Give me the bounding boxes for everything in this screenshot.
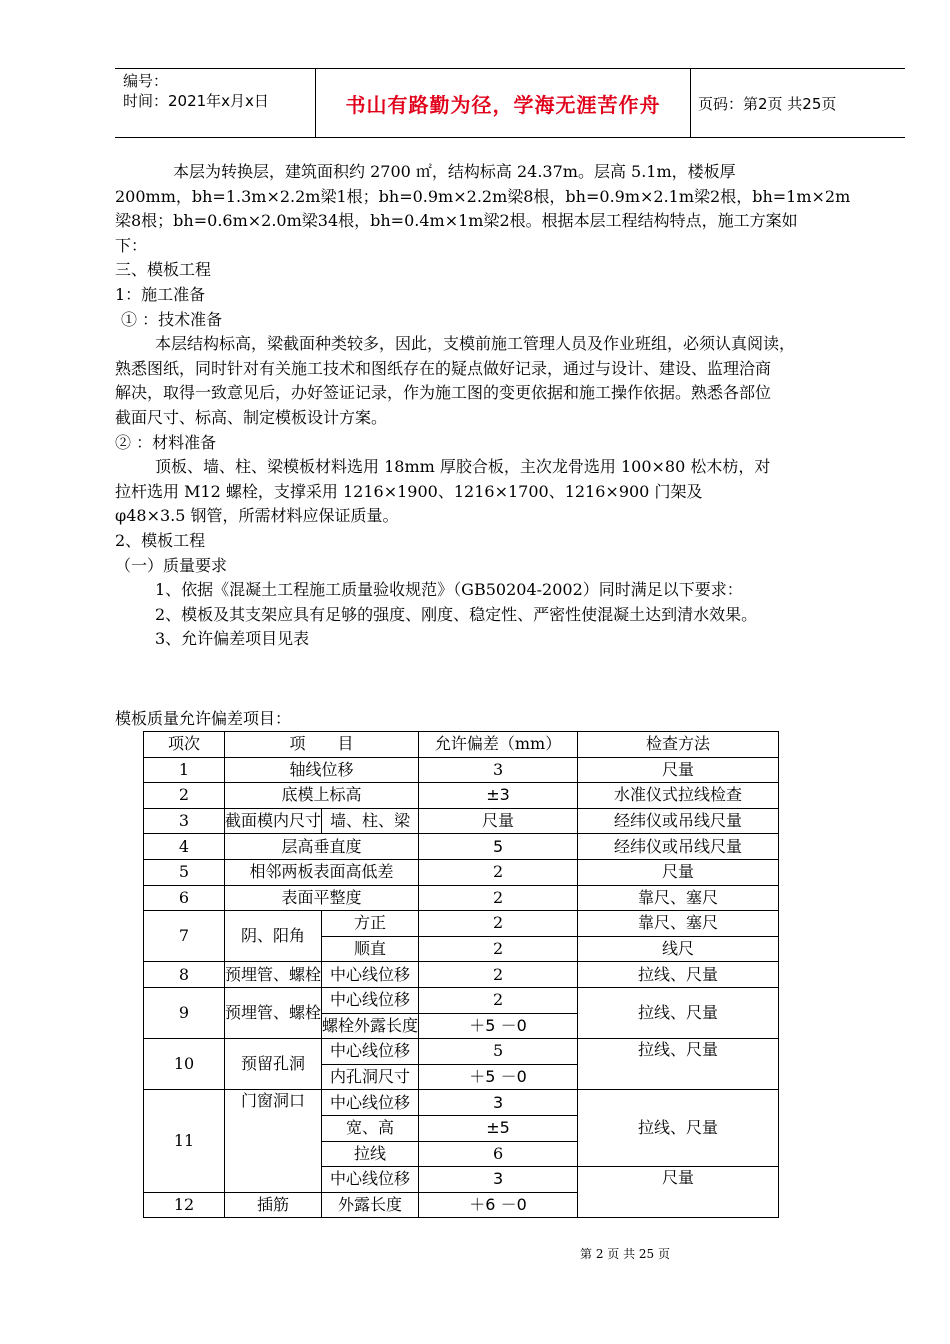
table-cell: 3 [419,757,578,783]
table-cell: 拉线、尺量 [578,1090,779,1167]
table-cell: 门窗洞口 [225,1090,322,1192]
paragraph-line: 下： [115,235,148,255]
table-header-row [144,732,779,758]
table-row [144,1039,779,1065]
header-cell: 允许偏差（mm） [419,732,578,758]
table-cell: 轴线位移 [225,757,419,783]
subsection-item: ① ：技术准备 [121,309,223,329]
table-cell: 2 [419,987,578,1013]
table-cell: 6 [144,885,225,911]
table-cell: 7 [144,911,225,962]
table-cell: 表面平整度 [225,885,419,911]
table-cell: 插筋 [225,1192,322,1218]
page-number-label: 页码：第2页 共25页 [698,94,837,113]
table-cell: 12 [144,1192,225,1218]
table-cell: ＋6 －0 [419,1192,578,1218]
paragraph-line: 梁8根；bh=0.6m×2.0m梁34根，bh=0.4m×1m梁2根。根据本层工程结构特点，施工方案如 [115,211,798,231]
table-cell: 2 [419,962,578,988]
table-row [144,834,779,860]
table-row [144,885,779,911]
table-cell: 阴、阳角 [225,911,322,962]
subsection-item: （一）质量要求 [115,555,228,575]
table-cell: 内孔洞尺寸 [322,1064,419,1090]
header-meta [115,69,315,137]
table-cell: 1 [144,757,225,783]
table-cell: 截面模内尺寸 [225,808,322,834]
table-cell: 宽、高 [322,1115,419,1141]
table-cell: 靠尺、塞尺 [578,885,779,911]
subsection-heading: 1：施工准备 [115,284,206,304]
table-cell: 尺量 [578,757,779,783]
table-row [144,808,779,834]
paragraph-line: 解决，取得一致意见后，办好签证记录，作为施工图的变更依据和施工操作依据。熟悉各部位 [115,383,772,403]
paragraph-line: 熟悉图纸，同时针对有关施工技术和图纸存在的疑点做好记录，通过与设计、建设、监理洽商 [115,358,772,378]
table-cell: 5 [419,834,578,860]
table-cell: 层高垂直度 [225,834,419,860]
table-cell: 靠尺、塞尺 [578,911,779,937]
table-cell: 2 [144,783,225,809]
table-cell: 顺直 [322,936,419,962]
page-header [115,68,905,138]
table-cell: 底模上标高 [225,783,419,809]
table-cell: 预埋管、螺栓 [225,987,322,1038]
table-cell: 预留孔洞 [225,1039,322,1090]
table-cell: 5 [144,859,225,885]
code-label: 编号： [123,72,169,90]
paragraph-line: 200mm，bh=1.3m×2.2m梁1根；bh=0.9m×2.2m梁8根，bh=0.9m×2.1m梁2根，bh=1m×2m [115,186,851,206]
header-cell: 项 目 [225,732,419,758]
requirement-item: 1、依据《混凝土工程施工质量验收规范》（GB50204-2002）同时满足以下要求： [155,580,743,600]
table-row [144,757,779,783]
table-cell: 拉线、尺量 [578,962,779,988]
table-cell: 2 [419,911,578,937]
table-cell: 相邻两板表面高低差 [225,859,419,885]
table-cell: ＋5 －0 [419,1064,578,1090]
table-cell: 8 [144,962,225,988]
table-cell: 中心线位移 [322,962,419,988]
table-cell: 3 [419,1167,578,1193]
table-cell: 方正 [322,911,419,937]
header-motto-cell [315,69,691,137]
paragraph-line: 顶板、墙、柱、梁模板材料选用 18mm 厚胶合板，主次龙骨选用 100×80 松木枋，对 [155,457,771,477]
paragraph-line: 本层为转换层，建筑面积约 2700 ㎡，结构标高 24.37m。层高 5.1m，楼板厚 [173,162,736,181]
page-footer: 第 2 页 共 25 页 [580,1247,670,1261]
table-row [144,962,779,988]
table-cell: 螺栓外露长度 [322,1013,419,1039]
requirement-item: 2、模板及其支架应具有足够的强度、刚度、稳定性、严密性使混凝土达到清水效果。 [155,604,758,624]
table-cell: 11 [144,1090,225,1192]
header-motto: 书山有路勤为径，学海无涯苦作舟 [345,92,661,117]
table-cell: 中心线位移 [322,987,419,1013]
table-cell: 5 [419,1039,578,1065]
table-cell: 外露长度 [322,1192,419,1218]
paragraph-line: φ48×3.5 钢管，所需材料应保证质量。 [115,506,399,526]
table-cell: 经纬仪或吊线尺量 [578,834,779,860]
table-cell: 4 [144,834,225,860]
subsection-item: ② ：材料准备 [115,432,217,452]
table-cell: ＋5 －0 [419,1013,578,1039]
table-cell: 3 [144,808,225,834]
table-cell: ±3 [419,783,578,809]
table-cell: 10 [144,1039,225,1090]
table-cell: 拉线、尺量 [578,1039,779,1065]
paragraph-line: 截面尺寸、标高、制定模板设计方案。 [115,407,388,427]
table-cell: 2 [419,859,578,885]
table-row [144,1090,779,1116]
table-row [144,859,779,885]
table-cell: 水准仪式拉线检查 [578,783,779,809]
table-cell: 预埋管、螺栓 [225,962,322,988]
subsection-heading: 2、模板工程 [115,530,206,550]
table-cell: 中心线位移 [322,1090,419,1116]
table-cell: 拉线、尺量 [578,987,779,1038]
table-caption: 模板质量允许偏差项目： [115,709,292,728]
table-row [144,987,779,1013]
requirement-item: 3、允许偏差项目见表 [155,629,310,649]
table-cell: 线尺 [578,936,779,962]
header-cell: 检查方法 [578,732,779,758]
table-cell: 2 [419,936,578,962]
section-heading: 三、模板工程 [115,260,212,280]
table-cell: 尺量 [578,859,779,885]
table-cell: 2 [419,885,578,911]
table-row [144,911,779,937]
paragraph-line: 拉杆选用 M12 螺栓，支撑采用 1216×1900、1216×1700、1216×900 门架及 [115,481,703,501]
body-text [115,160,915,652]
table-cell: 尺量 [578,1167,779,1218]
table-cell: 经纬仪或吊线尺量 [578,808,779,834]
table-cell: ±5 [419,1115,578,1141]
table-cell: 6 [419,1141,578,1167]
table-cell-empty [578,1064,779,1090]
table-cell: 3 [419,1090,578,1116]
header-cell: 项次 [144,732,225,758]
table-row [144,783,779,809]
table-cell: 中心线位移 [322,1167,419,1193]
paragraph-line: 本层结构标高，梁截面种类较多，因此，支模前施工管理人员及作业班组，必须认真阅读， [155,334,796,354]
table-cell: 墙、柱、梁 [322,808,419,834]
table-cell: 9 [144,987,225,1038]
tolerance-table [143,731,779,1218]
time-label: 时间：2021年x月x日 [123,92,269,110]
table-cell: 中心线位移 [322,1039,419,1065]
table-cell: 拉线 [322,1141,419,1167]
table-cell: 尺量 [419,808,578,834]
